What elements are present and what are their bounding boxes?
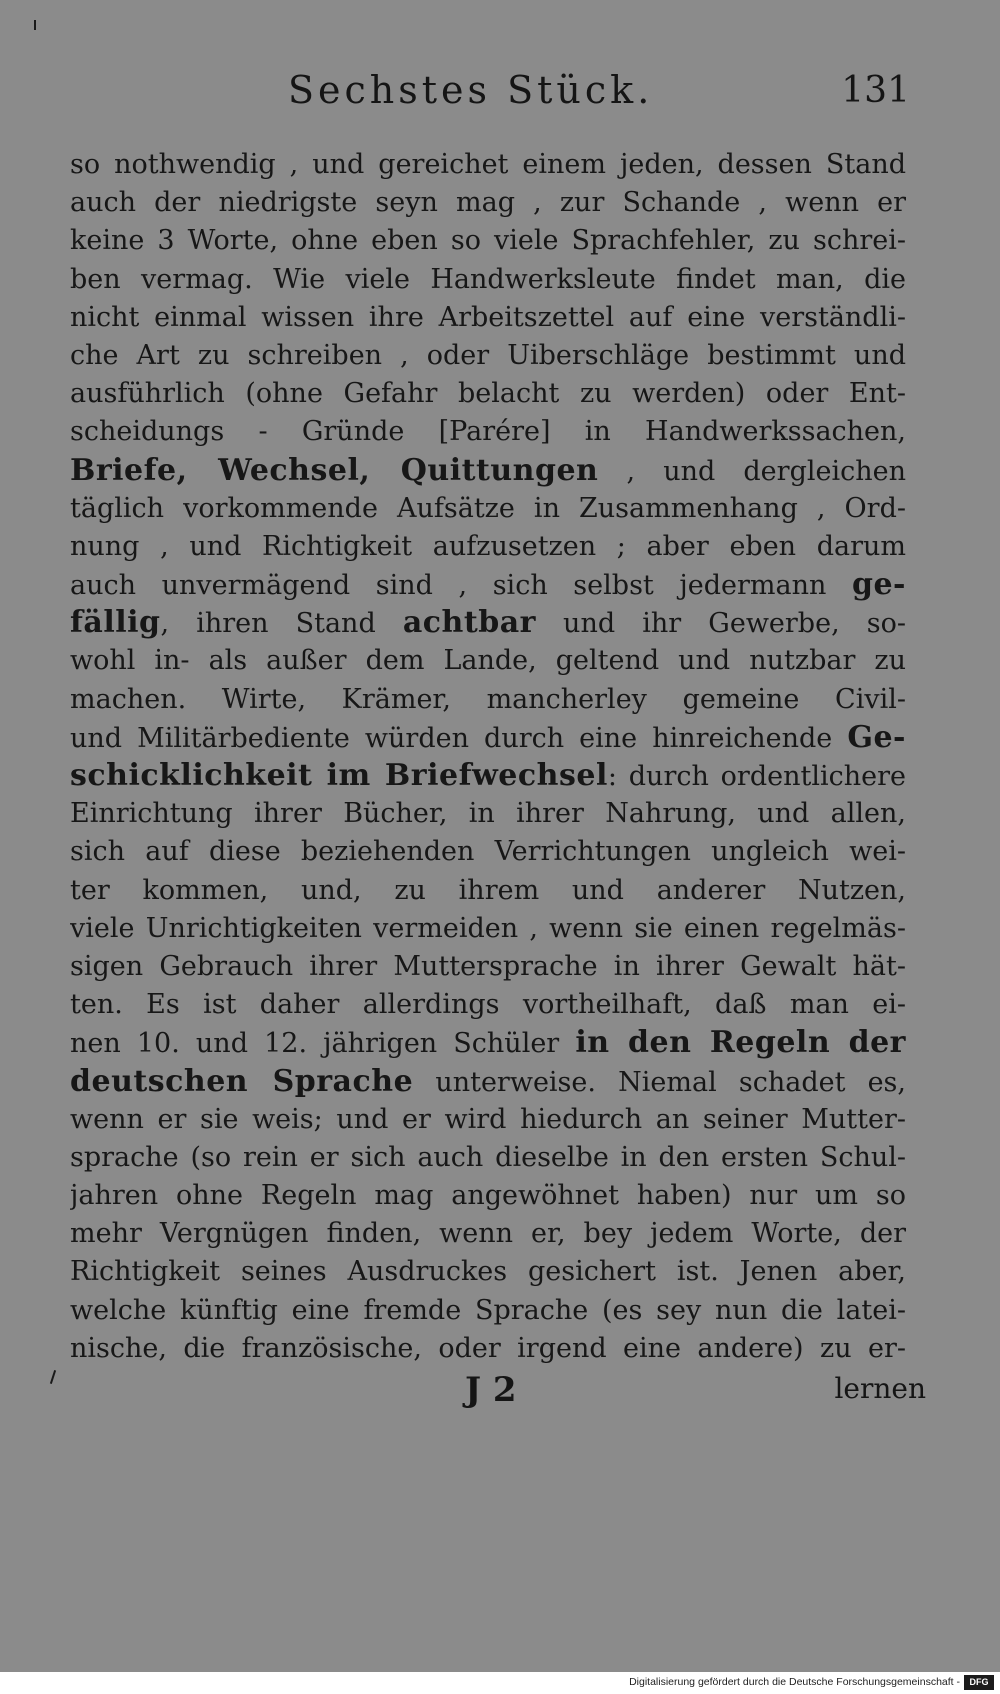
text-line [70,795,906,833]
text-line [70,566,906,604]
text-line [70,261,906,299]
text-segment: Einrichtung ihrer Bücher, in ihrer Nahrung, und allen, [70,798,906,830]
text-segment: unterweise. Niemal schadet es, [413,1066,906,1098]
text-segment: ten. Es ist daher allerdings vortheilhaft, daß man ei- [70,989,906,1021]
text-line [70,1101,906,1139]
text-line [70,452,906,490]
text-segment: wohl in- als außer dem Lande, geltend und nutzbar zu [70,645,906,677]
body-text [70,146,906,1368]
text-line [70,948,906,986]
text-segment: viele Unrichtigkeiten vermeiden , wenn sie einen regelmäs- [70,912,906,944]
text-line [70,1330,906,1368]
text-segment: mehr Vergnügen finden, wenn er, bey jedem Worte, der [70,1218,906,1250]
text-line [70,910,906,948]
text-segment: nicht einmal wissen ihre Arbeitszettel auf eine verständli- [70,301,906,333]
page-footer [70,1370,926,1420]
credit-text: Digitalisierung gefördert durch die Deutsche Forschungsgemeinschaft - [629,1676,960,1688]
text-segment: sprache (so rein er sich auch dieselbe in den ersten Schul- [70,1141,906,1173]
text-line [70,1292,906,1330]
text-line [70,757,906,795]
text-segment: ben vermag. Wie viele Handwerksleute findet man, die [70,263,906,295]
text-line [70,833,906,871]
emphasized-text: ge- [851,567,906,603]
text-segment: täglich vorkommende Aufsätze in Zusammenhang , Ord- [70,492,906,524]
credit-bar [0,1672,1000,1694]
text-segment: Richtigkeit seines Ausdruckes gesichert ist. Jenen aber, [70,1256,906,1288]
emphasized-text: Ge- [847,719,906,755]
catchword: lernen [834,1372,926,1405]
text-segment: keine 3 Worte, ohne eben so viele Sprachfehler, zu schrei- [70,225,906,257]
text-line [70,337,906,375]
text-segment: jahren ohne Regeln mag angewöhnet haben) nur um so [70,1180,906,1212]
text-line [70,413,906,451]
stray-ink-mark [50,1370,56,1384]
text-line [70,1177,906,1215]
text-line [70,986,906,1024]
text-segment: ter kommen, und, zu ihrem und anderer Nutzen, [70,874,906,906]
text-segment: , ihren Stand [160,608,403,640]
text-line [70,1215,906,1253]
text-segment: nung , und Richtigkeit aufzusetzen ; aber eben darum [70,530,906,562]
text-line [70,719,906,757]
signature-mark: J 2 [465,1370,517,1410]
page-header [70,62,910,132]
text-line [70,681,906,719]
text-line [70,642,906,680]
text-segment: wenn er sie weis; und er wird hiedurch an seiner Mutter- [70,1103,906,1135]
text-segment: sich auf diese beziehenden Verrichtungen ungleich wei- [70,836,906,868]
text-line [70,872,906,910]
text-line [70,299,906,337]
text-line [70,528,906,566]
text-segment: und ihr Gewerbe, so- [535,608,906,640]
text-segment: , und dergleichen [598,455,906,487]
emphasized-text: schicklichkeit im Briefwechsel [70,758,608,793]
emphasized-text: fällig [70,605,161,641]
text-line [70,490,906,528]
text-line [70,1253,906,1291]
text-segment: so nothwendig , und gereichet einem jeden, dessen Stand [70,149,906,180]
running-title: Sechstes Stück. [288,68,654,112]
text-line [70,375,906,413]
dfg-logo: DFG [964,1675,994,1690]
text-line [70,604,906,642]
text-segment: welche künftig eine fremde Sprache (es sey nun die latei- [70,1294,906,1326]
text-segment: und Militärbediente würden durch eine hinreichende [70,722,848,754]
text-segment: machen. Wirte, Krämer, mancherley gemeine Civil- [70,683,906,715]
text-line [70,184,906,222]
text-segment: nische, die französische, oder irgend eine andere) zu er- [70,1332,906,1364]
text-line [70,1139,906,1177]
text-line [70,1063,906,1101]
text-segment: che Art zu schreiben , oder Uiberschläge bestimmt und [70,339,906,371]
emphasized-text: deutschen Sprache [70,1063,414,1099]
text-segment: scheidungs - Gründe [Parére] in Handwerkssachen, [70,416,906,448]
text-segment: ausführlich (ohne Gefahr belacht zu werden) oder Ent- [70,378,906,410]
text-segment: : durch ordentlichere [607,761,906,792]
text-line [70,222,906,260]
text-segment: auch der niedrigste seyn mag , zur Schande , wenn er [70,187,906,219]
page-number: 131 [841,70,910,111]
stray-ink-mark [34,20,36,30]
text-segment: sigen Gebrauch ihrer Muttersprache in ihrer Gewalt hät- [70,950,906,982]
emphasized-text: achtbar [402,605,536,641]
text-segment: nen 10. und 12. jährigen Schüler [70,1028,576,1060]
emphasized-text: in den Regeln der [575,1025,906,1061]
text-line [70,146,906,184]
text-segment: auch unvermägend sind , sich selbst jedermann [70,570,852,602]
text-line [70,1024,906,1062]
emphasized-text: Briefe, Wechsel, Quittungen [70,452,599,488]
